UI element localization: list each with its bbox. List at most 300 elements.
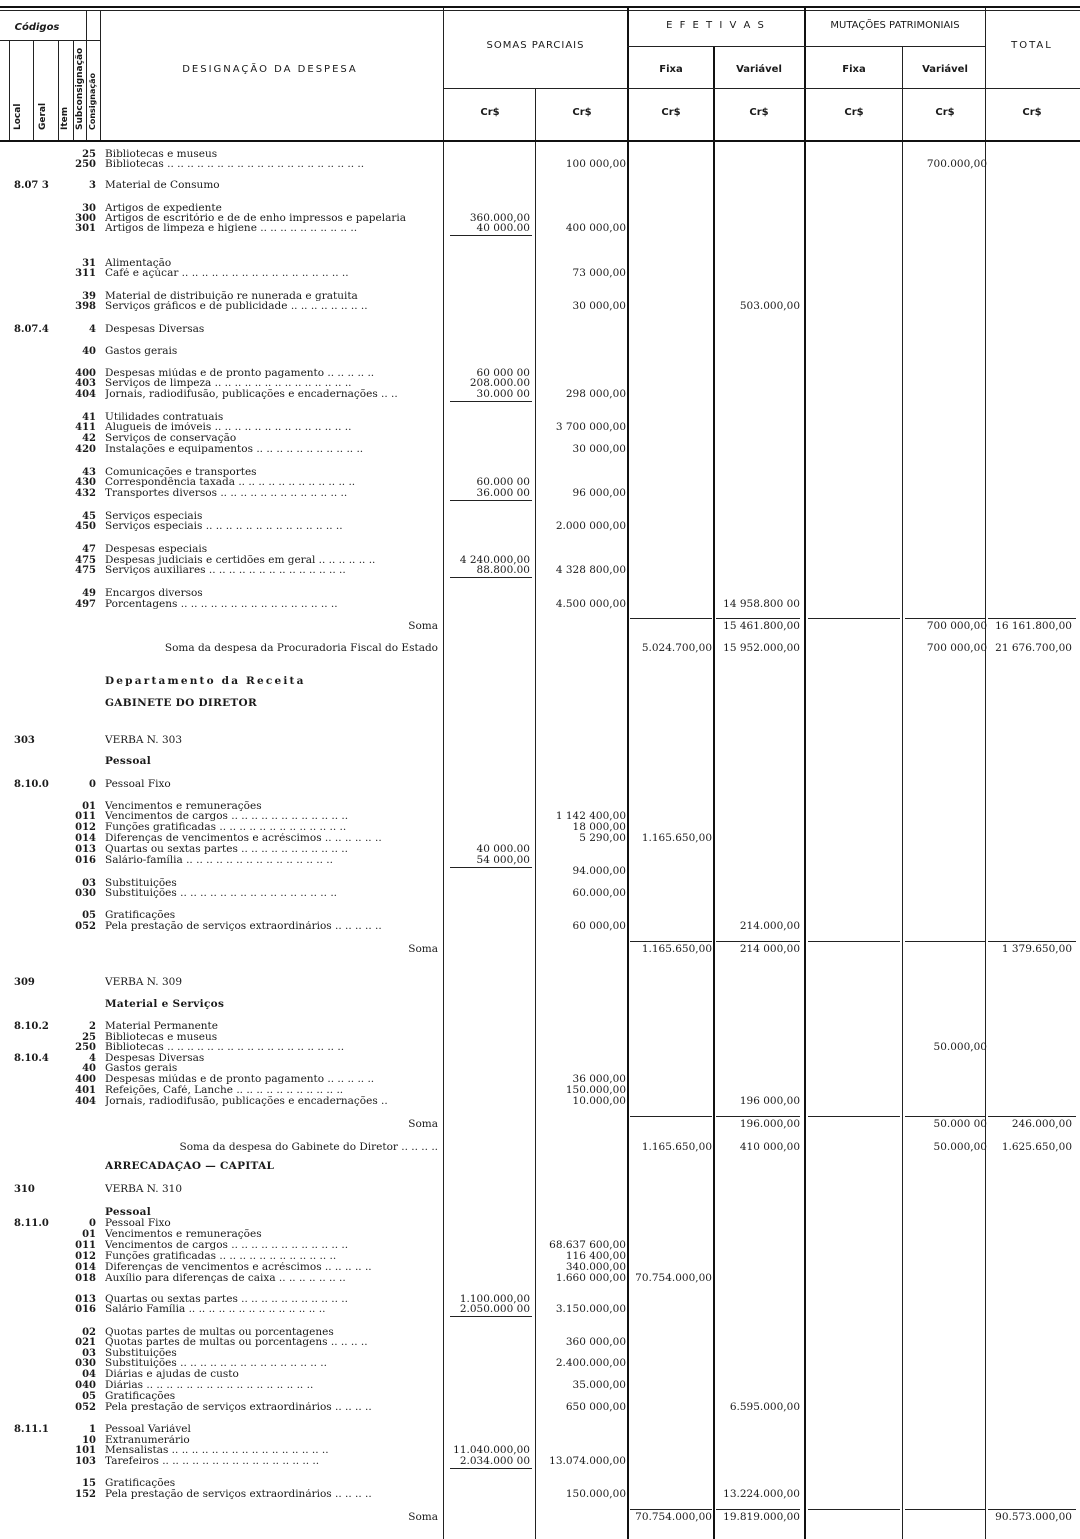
designacao-label: DESIGNAÇÃO DA DESPESA	[182, 64, 358, 75]
partial-sum-2: 36 000,00	[572, 1073, 626, 1085]
designation: Quotas partes de multas ou porcentagenes	[105, 1327, 334, 1338]
item-code: 012	[75, 822, 96, 833]
designation: Despesas Diversas	[105, 324, 205, 335]
item-code: 40	[82, 346, 96, 357]
partial-sum-2: 116 400,00	[565, 1250, 626, 1262]
ledger-row	[0, 888, 1080, 899]
designation: Pessoal Variável	[105, 1424, 191, 1435]
total-value: 21 676.700,00	[995, 642, 1072, 654]
designation: VERBA N. 303	[105, 735, 183, 746]
partial-sum-1: 36.000 00	[476, 487, 530, 499]
designation: Serviços de conservação	[105, 433, 237, 444]
partial-sum-2: 1.660 000,00	[555, 1272, 626, 1284]
designation: Soma	[408, 1119, 438, 1130]
soma-rule	[905, 941, 985, 942]
item-code: 052	[75, 921, 96, 932]
item-code: 011	[75, 811, 96, 822]
efetiva-variavel: 214 000,00	[739, 943, 800, 955]
partial-sum-2: 13.074.000,00	[549, 1455, 626, 1467]
local-code: 8.10.0	[14, 779, 49, 790]
mutacao-variavel: 50.000,00	[933, 1141, 987, 1153]
ledger-row	[0, 676, 1080, 687]
item-code: 30	[82, 203, 96, 214]
designation: Tarefeiros .. .. .. .. .. .. .. .. .. .. .. .. .. .. .. ..	[105, 1456, 320, 1467]
soma-rule	[905, 618, 985, 619]
ledger-row	[0, 822, 1080, 833]
somas-parciais-label: SOMAS PARCIAIS	[486, 40, 585, 51]
designation: Material e Serviços	[105, 999, 225, 1010]
partial-sum-1: 40 000.00	[476, 222, 530, 234]
ledger-row	[0, 811, 1080, 822]
soma-rule	[630, 618, 712, 619]
ledger-row	[0, 1391, 1080, 1402]
ledger-row	[0, 1063, 1080, 1074]
total-value: 1 379.650,00	[1001, 943, 1072, 955]
partial-sum-2: 68.637 600,00	[549, 1239, 626, 1251]
item-code: 475	[75, 555, 96, 566]
item-code: 404	[75, 389, 96, 400]
item-code: 420	[75, 444, 96, 455]
item-code: 411	[75, 422, 96, 433]
item-code: 47	[82, 544, 96, 555]
ledger-row	[0, 1251, 1080, 1262]
ledger-row	[0, 999, 1080, 1010]
efetiva-fixa: 70.754.000,00	[635, 1272, 712, 1284]
designation: Gastos gerais	[105, 346, 178, 357]
designation: Serviços de limpeza .. .. .. .. .. .. .. .. .. .. .. .. .. ..	[105, 378, 352, 389]
total-value: 16 161.800,00	[995, 620, 1072, 632]
ledger-row	[0, 159, 1080, 170]
item-code: 016	[75, 855, 96, 866]
designation: Correspondência taxada .. .. .. .. .. .. .. .. .. .. .. ..	[105, 477, 356, 488]
item-code: 49	[82, 588, 96, 599]
item-code: 014	[75, 833, 96, 844]
soma-rule	[905, 1509, 985, 1510]
item-code: 400	[75, 368, 96, 379]
ledger-row	[0, 833, 1080, 844]
consignacao-label: Consignação	[88, 72, 97, 130]
ledger-row	[0, 1337, 1080, 1348]
designation: Diárias .. .. .. .. .. .. .. .. .. .. .. .. .. .. .. .. ..	[105, 1380, 314, 1391]
ledger-row	[0, 921, 1080, 932]
item-code: 10	[82, 1435, 96, 1446]
efetiva-variavel: 13.224.000,00	[723, 1488, 800, 1500]
partial-sum-2: 3.150.000,00	[555, 1303, 626, 1315]
designation: Artigos de expediente	[105, 203, 222, 214]
designation: Bibliotecas e museus	[105, 1032, 218, 1043]
ledger-row	[0, 1096, 1080, 1107]
designation: Mensalistas .. .. .. .. .. .. .. .. .. .. .. .. .. .. .. ..	[105, 1445, 329, 1456]
ledger-row	[0, 1240, 1080, 1251]
designation: Pela prestação de serviços extraordinários .. .. .. .. ..	[105, 921, 382, 932]
codigos-label: Códigos	[14, 22, 60, 33]
mutacao-variavel: 700.000,00	[926, 158, 987, 170]
designation: Vencimentos de cargos .. .. .. .. .. .. .. .. .. .. .. ..	[105, 811, 349, 822]
soma-rule	[630, 1116, 712, 1117]
local-label: Local	[13, 103, 23, 130]
ledger-row	[0, 433, 1080, 444]
ledger-row	[0, 422, 1080, 433]
ledger-row	[0, 1273, 1080, 1284]
ledger-row	[0, 180, 1080, 191]
designation: Quotas partes de multas ou porcentagens .. .. .. ..	[105, 1337, 368, 1348]
designation: VERBA N. 309	[105, 977, 183, 988]
designation: Despesas miúdas e de pronto pagamento .. .. .. .. ..	[105, 1074, 375, 1085]
col-line	[86, 10, 87, 140]
efetiva-variavel: 19.819.000,00	[723, 1511, 800, 1523]
ledger-row	[0, 1229, 1080, 1240]
header-bottom-rule	[0, 140, 1080, 142]
soma-rule	[716, 941, 800, 942]
subtotal-rule	[450, 1468, 532, 1469]
designation: Serviços especiais	[105, 511, 203, 522]
soma-rule	[630, 941, 712, 942]
local-code: 303	[14, 735, 35, 746]
designation: Bibliotecas e museus	[105, 149, 218, 160]
col-line	[33, 40, 34, 140]
item-code: 05	[82, 1391, 96, 1402]
mutacao-variavel: 700 000,00	[926, 620, 987, 632]
ledger-row	[0, 301, 1080, 312]
item-code: 4	[89, 324, 96, 335]
soma-rule	[988, 1116, 1076, 1117]
partial-sum-2: 150.000,00	[565, 1084, 626, 1096]
ledger-row	[0, 698, 1080, 709]
item-code: 398	[75, 301, 96, 312]
designation: Material de distribuição re nunerada e gratuita	[105, 291, 358, 302]
item-code: 42	[82, 433, 96, 444]
efetivas-fixa-label: Fixa	[659, 64, 683, 75]
soma-rule	[808, 1116, 900, 1117]
item-code: 012	[75, 1251, 96, 1262]
partial-sum-2: 360 000,00	[565, 1336, 626, 1348]
designation: Pessoal Fixo	[105, 1218, 171, 1229]
subconsignacao-label: Subconsignação	[75, 47, 85, 130]
designation: Diferenças de vencimentos e acréscimos .. .. .. .. .. ..	[105, 833, 382, 844]
partial-sum-2: 4 328 800,00	[555, 564, 626, 576]
ledger-row	[0, 1489, 1080, 1500]
currency-label: Cr$	[749, 107, 769, 118]
col-line	[73, 40, 74, 140]
designation: Pela prestação de serviços extraordinários .. .. .. ..	[105, 1489, 372, 1500]
currency-label: Cr$	[844, 107, 864, 118]
partial-sum-2: 5 290,00	[579, 832, 626, 844]
designation: Serviços gráficos e de publicidade .. .. .. .. .. .. .. ..	[105, 301, 368, 312]
designation: Soma	[408, 944, 438, 955]
ledger-row	[0, 977, 1080, 988]
header-rule	[0, 40, 100, 41]
soma-rule	[716, 618, 800, 619]
designation: Extranumerário	[105, 1435, 190, 1446]
partial-sum-1: 4 240.000,00	[459, 554, 530, 566]
designation: Porcentagens .. .. .. .. .. .. .. .. .. .. .. .. .. .. .. ..	[105, 599, 338, 610]
item-code: 03	[82, 1348, 96, 1359]
designation: Gratificações	[105, 1391, 176, 1402]
efetiva-variavel: 15 461.800,00	[723, 620, 800, 632]
item-code: 014	[75, 1262, 96, 1273]
designation: Despesas judiciais e certidões em geral .. .. .. .. .. ..	[105, 555, 376, 566]
efetiva-fixa: 70.754.000,00	[635, 1511, 712, 1523]
designation: Comunicações e transportes	[105, 467, 257, 478]
currency-label: Cr$	[661, 107, 681, 118]
designation: Funções gratificadas .. .. .. .. .. .. .. .. .. .. .. .. ..	[105, 822, 347, 833]
item-code: 018	[75, 1273, 96, 1284]
item-code: 02	[82, 1327, 96, 1338]
designation: Pessoal	[105, 1207, 152, 1218]
item-code: 040	[75, 1380, 96, 1391]
designation: Diárias e ajudas de custo	[105, 1369, 239, 1380]
efetiva-variavel: 196.000,00	[739, 1118, 800, 1130]
partial-sum-2: 4.500 000,00	[555, 598, 626, 610]
partial-sum-2: 30 000,00	[572, 443, 626, 455]
ledger-row	[0, 1478, 1080, 1489]
item-code: 030	[75, 1358, 96, 1369]
partial-sum-1: 1.100.000,00	[459, 1293, 530, 1305]
designation: Salário-família .. .. .. .. .. .. .. .. .. .. .. .. .. .. ..	[105, 855, 333, 866]
designation: Vencimentos e remunerações	[105, 801, 262, 812]
efetiva-fixa: 1.165.650,00	[641, 1141, 712, 1153]
subtotal-rule	[450, 577, 532, 578]
soma-rule	[808, 618, 900, 619]
ledger-row	[0, 1304, 1080, 1315]
designation: Jornais, radiodifusão, publicações e encadernações .. ..	[105, 389, 398, 400]
ledger-row	[0, 544, 1080, 555]
item-code: 39	[82, 291, 96, 302]
designation: Pessoal	[105, 756, 152, 767]
soma-rule	[905, 1116, 985, 1117]
designation: Material Permanente	[105, 1021, 218, 1032]
efetiva-fixa: 1.165.650,00	[641, 832, 712, 844]
ledger-row	[0, 1184, 1080, 1195]
designation: Vencimentos de cargos .. .. .. .. .. .. .. .. .. .. .. ..	[105, 1240, 349, 1251]
partial-sum-1: 30.000 00	[476, 388, 530, 400]
ledger-row	[0, 779, 1080, 790]
local-code: 310	[14, 1184, 35, 1195]
item-code: 1	[89, 1424, 96, 1435]
item-code: 052	[75, 1402, 96, 1413]
mutacoes-variavel-label: Variável	[922, 64, 968, 75]
partial-sum-2: 18 000,00	[572, 821, 626, 833]
item-code: 430	[75, 477, 96, 488]
col-line	[9, 40, 10, 140]
ledger-row	[0, 855, 1080, 866]
mutacoes-label: MUTAÇÕES PATRIMONIAIS	[830, 20, 960, 31]
designation: Jornais, radiodifusão, publicações e encadernações ..	[105, 1096, 388, 1107]
ledger-row	[0, 1021, 1080, 1032]
ledger-row	[0, 756, 1080, 767]
partial-sum-2: 10.000,00	[572, 1095, 626, 1107]
local-code: 309	[14, 977, 35, 988]
partial-sum-1: 60 000 00	[476, 367, 530, 379]
item-code: 45	[82, 511, 96, 522]
designation: Substituições	[105, 878, 177, 889]
designation: Serviços especiais .. .. .. .. .. .. .. .. .. .. .. .. .. ..	[105, 521, 343, 532]
item-code: 3	[89, 180, 96, 191]
item-code: 40	[82, 1063, 96, 1074]
ledger-row	[0, 866, 1080, 877]
soma-rule	[630, 1509, 712, 1510]
item-code: 404	[75, 1096, 96, 1107]
ledger-row	[0, 1424, 1080, 1435]
item-code: 15	[82, 1478, 96, 1489]
ledger-row	[0, 1369, 1080, 1380]
ledger-row	[0, 223, 1080, 234]
partial-sum-2: 35.000,00	[572, 1379, 626, 1391]
soma-row	[0, 1119, 1080, 1130]
subtotal-rule	[450, 235, 532, 236]
total-value: 246.000,00	[1011, 1118, 1072, 1130]
designation: Gratificações	[105, 910, 176, 921]
partial-sum-2: 400 000,00	[565, 222, 626, 234]
soma-rule	[988, 1509, 1076, 1510]
item-code: 01	[82, 1229, 96, 1240]
designation: Utilidades contratuais	[105, 412, 224, 423]
top-rule	[0, 6, 1080, 8]
soma-row	[0, 643, 1080, 654]
subtotal-rule	[450, 500, 532, 501]
item-code: 25	[82, 149, 96, 160]
ledger-row	[0, 588, 1080, 599]
item-code: 450	[75, 521, 96, 532]
efetiva-variavel: 196 000,00	[739, 1095, 800, 1107]
item-code: 497	[75, 599, 96, 610]
efetiva-fixa: 1.165.650,00	[641, 943, 712, 955]
currency-label: Cr$	[935, 107, 955, 118]
soma-rule	[808, 1509, 900, 1510]
ledger-row	[0, 1262, 1080, 1273]
currency-label: Cr$	[480, 107, 500, 118]
partial-sum-2: 2.400.000,00	[555, 1357, 626, 1369]
mutacao-variavel: 50.000,00	[933, 1041, 987, 1053]
designation: Soma da despesa da Procuradoria Fiscal do Estado	[164, 643, 438, 654]
designation: Funções gratificadas .. .. .. .. .. .. .. .. .. .. .. ..	[105, 1251, 337, 1262]
partial-sum-2: 60 000,00	[572, 920, 626, 932]
partial-sum-2: 60.000,00	[572, 887, 626, 899]
designation: Bibliotecas .. .. .. .. .. .. .. .. .. .. .. .. .. .. .. .. .. ..	[105, 1042, 345, 1053]
item-code: 0	[89, 1218, 96, 1229]
soma-row	[0, 1142, 1080, 1153]
col-line	[58, 40, 59, 140]
ledger-row	[0, 444, 1080, 455]
partial-sum-2: 1 142 400,00	[555, 810, 626, 822]
ledger-row	[0, 346, 1080, 357]
item-code: 011	[75, 1240, 96, 1251]
designation: Material de Consumo	[105, 180, 220, 191]
item-code: 301	[75, 223, 96, 234]
item-code: 021	[75, 1337, 96, 1348]
local-code: 8.07 3	[14, 180, 49, 191]
local-code: 8.11.0	[14, 1218, 49, 1229]
item-code: 152	[75, 1489, 96, 1500]
partial-sum-2: 73 000,00	[572, 267, 626, 279]
partial-sum-2: 340.000,00	[565, 1261, 626, 1273]
item-code: 31	[82, 258, 96, 269]
item-label: Item	[60, 106, 70, 130]
col-line	[100, 10, 101, 140]
designation: ARRECADAÇÃO — CAPITAL	[105, 1161, 275, 1172]
designation: Encargos diversos	[105, 588, 203, 599]
soma-row	[0, 944, 1080, 955]
partial-sum-1: 2.050.000 00	[459, 1303, 530, 1315]
ledger-row	[0, 521, 1080, 532]
designation: Refeições, Café, Lanche .. .. .. .. .. .. .. .. .. .. ..	[105, 1085, 344, 1096]
item-code: 311	[75, 268, 96, 279]
ledger-row	[0, 1085, 1080, 1096]
designation: Soma da despesa do Gabinete do Diretor .. .. .. ..	[179, 1142, 438, 1153]
item-code: 2	[89, 1021, 96, 1032]
item-code: 04	[82, 1369, 96, 1380]
soma-rule	[716, 1509, 800, 1510]
header-rule	[443, 88, 1080, 89]
designation: Substituições	[105, 1348, 177, 1359]
designation: Despesas Diversas	[105, 1053, 205, 1064]
ledger-row	[0, 599, 1080, 610]
local-code: 8.07.4	[14, 324, 49, 335]
local-code: 8.11.1	[14, 1424, 49, 1435]
item-code: 4	[89, 1053, 96, 1064]
designation: Auxílio para diferenças de caixa .. .. .. .. .. .. ..	[105, 1273, 346, 1284]
designation: Gratificações	[105, 1478, 176, 1489]
soma-rule	[988, 941, 1076, 942]
designation: Pessoal Fixo	[105, 779, 171, 790]
ledger-row	[0, 1218, 1080, 1229]
designation: Quartas ou sextas partes .. .. .. .. .. .. .. .. .. .. ..	[105, 844, 348, 855]
item-code: 401	[75, 1085, 96, 1096]
ledger-row	[0, 1358, 1080, 1369]
designation: Artigos de limpeza e higiene .. .. .. .. .. .. .. .. .. ..	[105, 223, 358, 234]
ledger-row	[0, 1402, 1080, 1413]
designation: Bibliotecas .. .. .. .. .. .. .. .. .. .. .. .. .. .. .. .. .. .. .. ..	[105, 159, 365, 170]
item-code: 475	[75, 565, 96, 576]
item-code: 013	[75, 1294, 96, 1305]
designation: Café e açúcar .. .. .. .. .. .. .. .. .. .. .. .. .. .. .. .. ..	[105, 268, 349, 279]
efetiva-variavel: 14 958.800 00	[723, 598, 800, 610]
item-code: 432	[75, 488, 96, 499]
item-code: 013	[75, 844, 96, 855]
ledger-row	[0, 488, 1080, 499]
partial-sum-1: 40 000.00	[476, 843, 530, 855]
designation: Soma	[408, 1512, 438, 1523]
partial-sum-2: 298 000,00	[565, 388, 626, 400]
partial-sum-2: 100 000,00	[565, 158, 626, 170]
partial-sum-2: 30 000,00	[572, 300, 626, 312]
item-code: 43	[82, 467, 96, 478]
partial-sum-2: 96 000,00	[572, 487, 626, 499]
item-code: 01	[82, 801, 96, 812]
geral-label: Geral	[38, 102, 48, 130]
efetiva-variavel: 6.595.000,00	[729, 1401, 800, 1413]
top-rule-thin	[0, 10, 1080, 11]
currency-label: Cr$	[1022, 107, 1042, 118]
item-code: 05	[82, 910, 96, 921]
local-code: 8.10.4	[14, 1053, 49, 1064]
item-code: 41	[82, 412, 96, 423]
designation: Salário Família .. .. .. .. .. .. .. .. .. .. .. .. .. ..	[105, 1304, 326, 1315]
item-code: 101	[75, 1445, 96, 1456]
designation: Despesas miúdas e de pronto pagamento .. .. .. .. ..	[105, 368, 375, 379]
partial-sum-1: 360.000,00	[469, 212, 530, 224]
item-code: 403	[75, 378, 96, 389]
mutacao-variavel: 700 000,00	[926, 642, 987, 654]
efetiva-variavel: 410 000,00	[739, 1141, 800, 1153]
ledger-row	[0, 735, 1080, 746]
designation: Artigos de escritório e de de enho impressos e papelaria	[105, 213, 406, 224]
ledger-row	[0, 910, 1080, 921]
ledger-row	[0, 268, 1080, 279]
designation: Soma	[408, 621, 438, 632]
total-label: TOTAL	[1011, 40, 1053, 51]
designation: Quartas ou sextas partes .. .. .. .. .. .. .. .. .. .. ..	[105, 1294, 348, 1305]
